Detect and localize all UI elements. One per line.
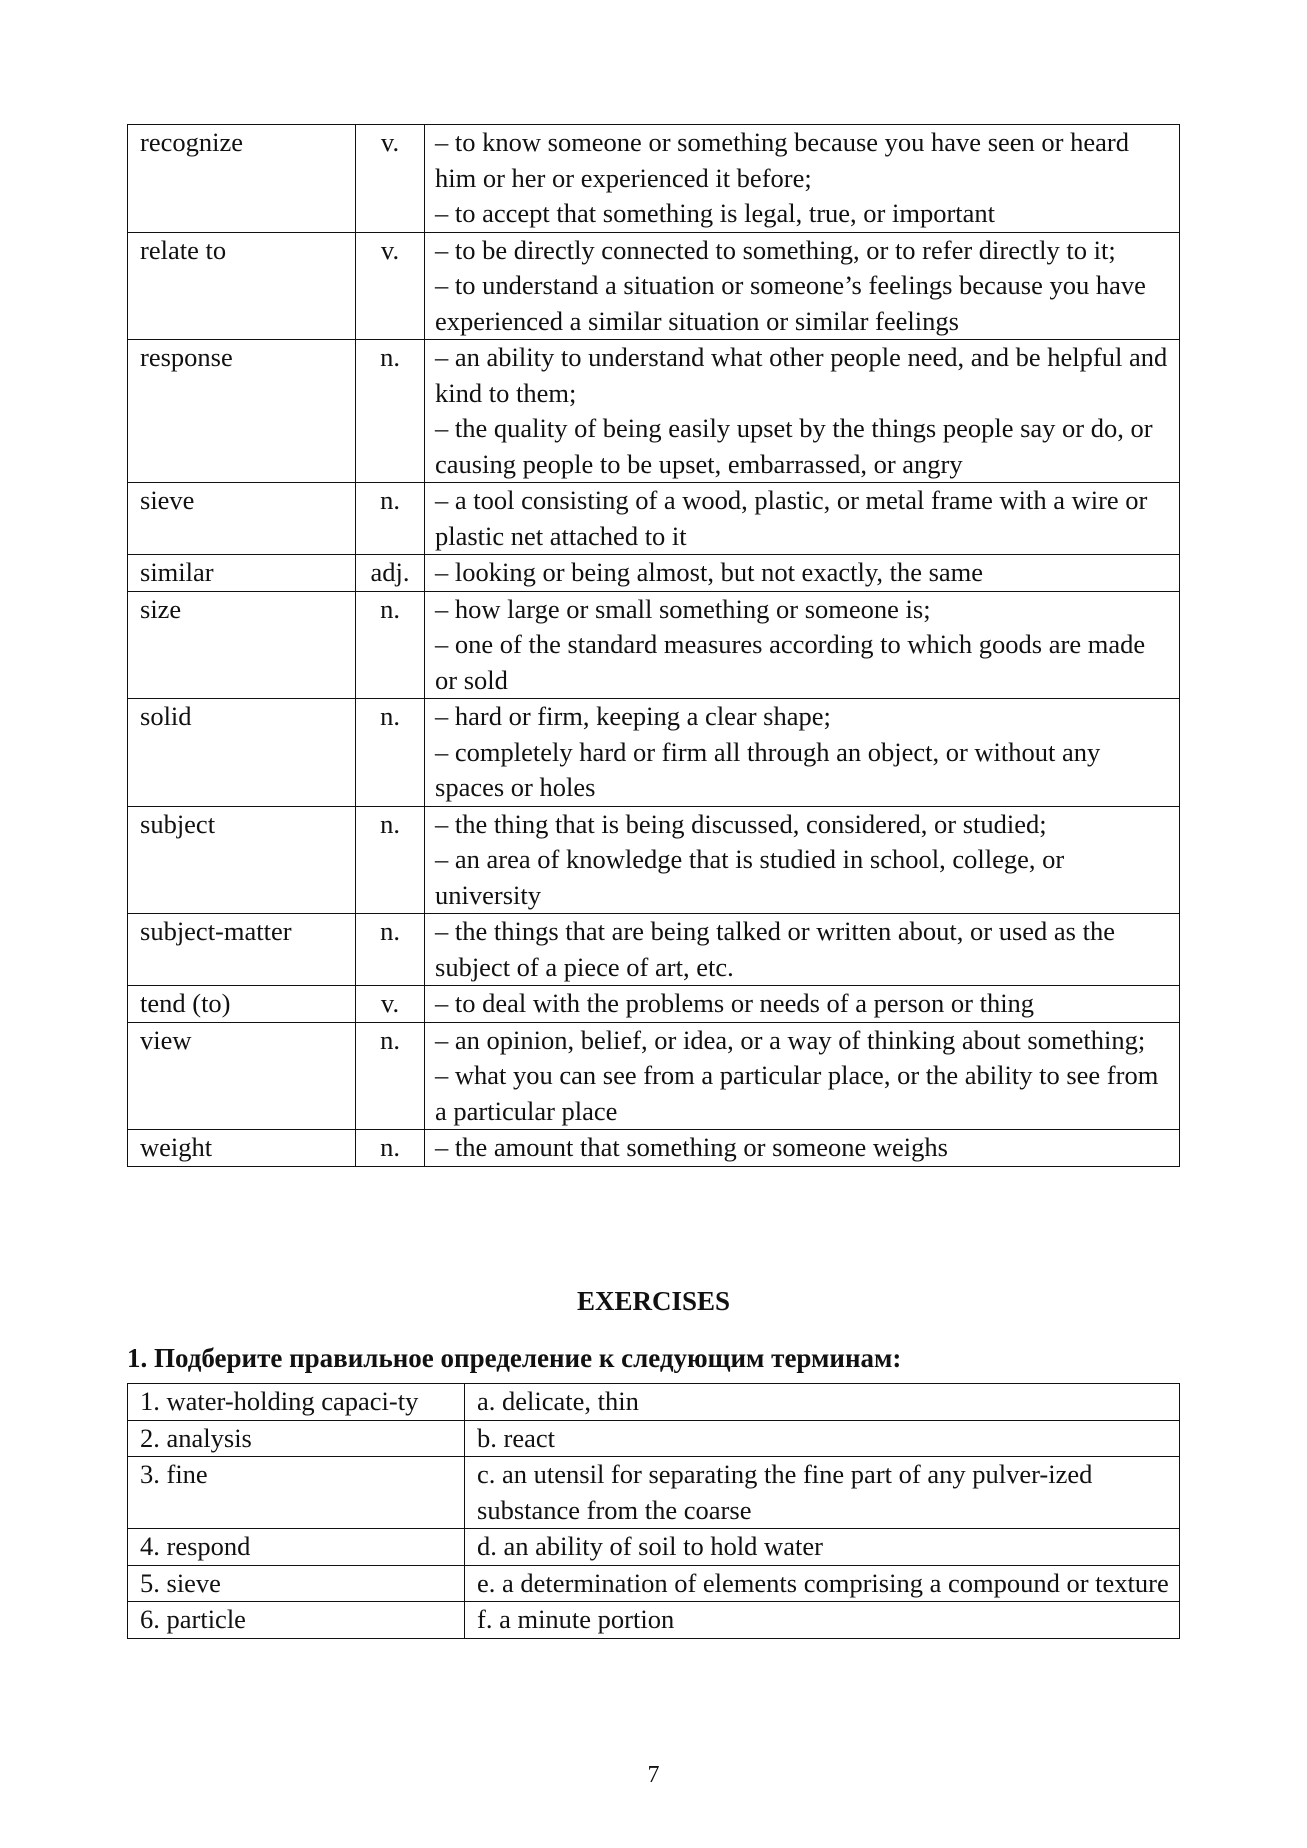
vocabulary-row [128, 555, 1180, 592]
definition-text: – the things that are being talked or written about, or used as the subject of a piece of art, etc. [435, 916, 1115, 982]
vocabulary-definitions [425, 986, 1180, 1023]
vocabulary-definitions [425, 125, 1180, 233]
definition-text: – to accept that something is legal, true, or important [435, 198, 996, 228]
matching-term: 4. respond [128, 1529, 465, 1566]
vocabulary-term: subject [128, 806, 356, 914]
vocabulary-row [128, 1130, 1180, 1167]
part-of-speech: n. [356, 699, 425, 807]
matching-row [128, 1565, 1180, 1602]
vocabulary-term: response [128, 340, 356, 483]
matching-definition: e. a determination of elements comprising a compound or texture [465, 1565, 1180, 1602]
matching-term: 2. analysis [128, 1420, 465, 1457]
vocabulary-definitions [425, 340, 1180, 483]
part-of-speech: v. [356, 232, 425, 340]
part-of-speech: adj. [356, 555, 425, 592]
definition-text: – the amount that something or someone weighs [435, 1132, 948, 1162]
definition-text: – an area of knowledge that is studied in school, college, or university [435, 844, 1065, 910]
part-of-speech: v. [356, 125, 425, 233]
matching-table [127, 1383, 1180, 1639]
matching-definition: a. delicate, thin [465, 1384, 1180, 1421]
exercise-1-heading: 1. Подберите правильное определение к следующим терминам: [127, 1343, 902, 1373]
matching-row [128, 1457, 1180, 1529]
matching-row [128, 1384, 1180, 1421]
vocabulary-term: size [128, 591, 356, 699]
matching-term: 3. fine [128, 1457, 465, 1529]
vocabulary-term: weight [128, 1130, 356, 1167]
definition-text: – looking or being almost, but not exactly, the same [435, 557, 984, 587]
vocabulary-row [128, 340, 1180, 483]
definition-text: – how large or small something or someone is; [435, 593, 931, 624]
definition-text: – the thing that is being discussed, considered, or studied; [435, 808, 1047, 839]
vocabulary-table [127, 124, 1180, 1167]
vocabulary-row [128, 986, 1180, 1023]
vocabulary-term: solid [128, 699, 356, 807]
matching-definition: c. an utensil for separating the fine part of any pulver-ized substance from the coarse [465, 1457, 1180, 1529]
matching-term: 1. water-holding capaci-ty [128, 1384, 465, 1421]
vocabulary-table-body [128, 125, 1180, 1167]
matching-term: 6. particle [128, 1602, 465, 1639]
matching-row [128, 1602, 1180, 1639]
vocabulary-term: view [128, 1022, 356, 1130]
exercises-title: EXERCISES [576, 1286, 731, 1316]
definition-text: – an ability to understand what other people need, and be helpful and kind to them; [435, 342, 1168, 408]
part-of-speech: n. [356, 483, 425, 555]
definition-text: – hard or firm, keeping a clear shape; [435, 701, 831, 731]
definition-text: – what you can see from a particular place, or the ability to see from a particular place [435, 1060, 1159, 1126]
vocabulary-definitions [425, 699, 1180, 807]
matching-row [128, 1529, 1180, 1566]
vocabulary-definitions [425, 806, 1180, 914]
definition-text: – to deal with the problems or needs of a person or thing [435, 988, 1035, 1018]
vocabulary-term: subject-matter [128, 914, 356, 986]
vocabulary-row [128, 1022, 1180, 1130]
matching-term: 5. sieve [128, 1565, 465, 1602]
vocabulary-row [128, 806, 1180, 914]
vocabulary-row [128, 699, 1180, 807]
vocabulary-term: tend (to) [128, 986, 356, 1023]
vocabulary-definitions [425, 483, 1180, 555]
vocabulary-definitions [425, 1022, 1180, 1130]
definition-text: – an opinion, belief, or idea, or a way of thinking about something; [435, 1024, 1146, 1055]
vocabulary-definitions [425, 555, 1180, 592]
vocabulary-definitions [425, 591, 1180, 699]
vocabulary-row [128, 914, 1180, 986]
part-of-speech: n. [356, 914, 425, 986]
matching-definition: f. a minute portion [465, 1602, 1180, 1639]
part-of-speech: n. [356, 806, 425, 914]
definition-text: – to know someone or something because you have seen or heard him or her or experienced it before; [435, 127, 1129, 193]
vocabulary-definitions [425, 232, 1180, 340]
part-of-speech: n. [356, 1130, 425, 1167]
part-of-speech: n. [356, 1022, 425, 1130]
definition-text: – the quality of being easily upset by the things people say or do, or causing people to be upset, embarrassed, or angry [435, 413, 1153, 479]
vocabulary-row [128, 591, 1180, 699]
vocabulary-term: relate to [128, 232, 356, 340]
definition-text: – a tool consisting of a wood, plastic, or metal frame with a wire or plastic net attached to it [435, 485, 1148, 551]
definition-text: – one of the standard measures according to which goods are made or sold [435, 629, 1146, 695]
part-of-speech: n. [356, 591, 425, 699]
definition-text: – completely hard or firm all through an object, or without any spaces or holes [435, 736, 1101, 802]
matching-definition: b. react [465, 1420, 1180, 1457]
matching-row [128, 1420, 1180, 1457]
page-number: 7 [647, 1762, 660, 1788]
vocabulary-term: recognize [128, 125, 356, 233]
part-of-speech: v. [356, 986, 425, 1023]
vocabulary-row [128, 125, 1180, 233]
part-of-speech: n. [356, 340, 425, 483]
vocabulary-definitions [425, 1130, 1180, 1167]
vocabulary-term: sieve [128, 483, 356, 555]
matching-definition: d. an ability of soil to hold water [465, 1529, 1180, 1566]
vocabulary-row [128, 232, 1180, 340]
vocabulary-definitions [425, 914, 1180, 986]
definition-text: – to understand a situation or someone’s feelings because you have experienced a similar situation or similar feelings [435, 270, 1146, 336]
vocabulary-term: similar [128, 555, 356, 592]
definition-text: – to be directly connected to something, or to refer directly to it; [435, 234, 1116, 265]
vocabulary-row [128, 483, 1180, 555]
matching-table-body [128, 1384, 1180, 1639]
